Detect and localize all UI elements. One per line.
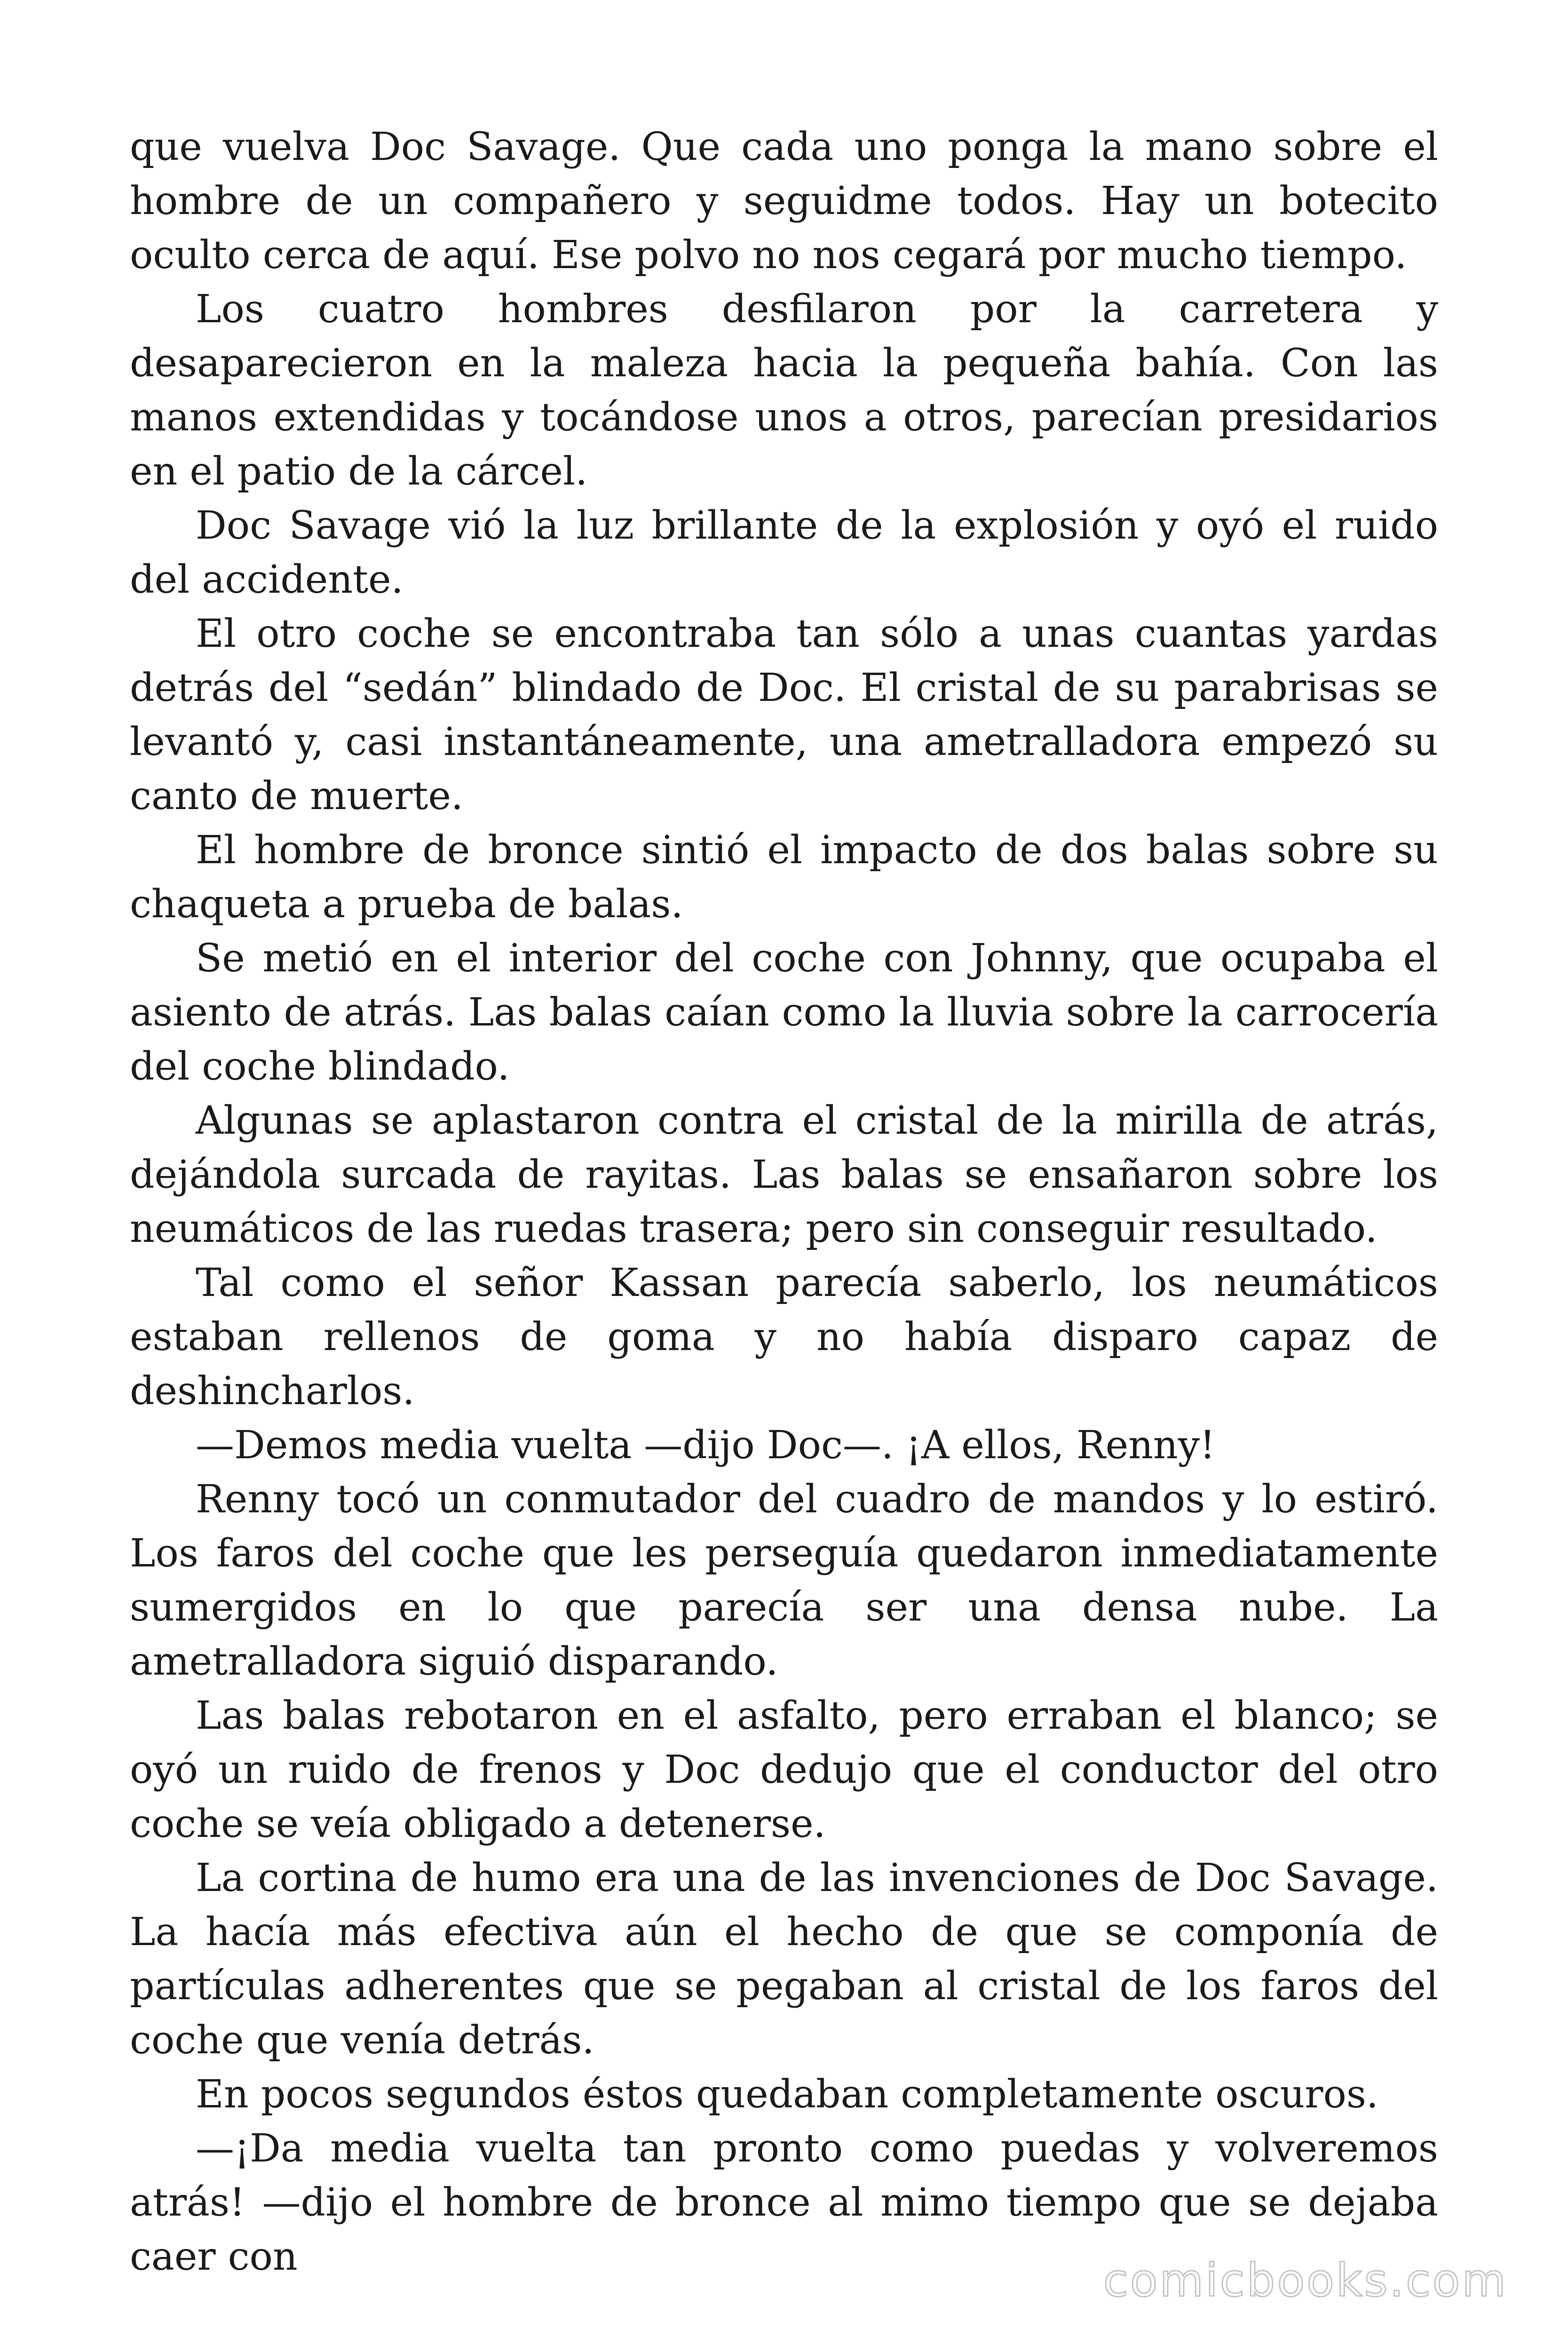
paragraph: —Demos media vuelta —dijo Doc—. ¡A ellos, Renny! [196,1423,1215,1468]
paragraph: Las balas rebotaron en el asfalto, pero erraban el blanco; se oyó un ruido de frenos y Doc dedujo que el conductor del otro coche se veía obligado a detenerse. [130,1693,1438,1846]
body-text [130,120,1438,2284]
paragraph: El otro coche se encontraba tan sólo a unas cuantas yardas detrás del “sedán” blindado de Doc. El cristal de su parabrisas se levantó y, casi instantáneamente, una ametralladora empezó su canto de muerte. [130,612,1438,818]
paragraph: —¡Da media vuelta tan pronto como puedas y volveremos atrás! —dijo el hombre de bronce al mimo tiempo que se dejaba caer con [130,2126,1438,2279]
paragraph: Tal como el señor Kassan parecía saberlo, los neumáticos estaban rellenos de goma y no había disparo capaz de deshincharlos. [130,1261,1438,1414]
paragraph: Algunas se aplastaron contra el cristal de la mirilla de atrás, dejándola surcada de rayitas. Las balas se ensañaron sobre los neumáticos de las ruedas trasera; pero sin conseguir resultado. [130,1098,1438,1251]
paragraph: Renny tocó un conmutador del cuadro de mandos y lo estiró. Los faros del coche que les perseguía quedaron inmediatamente sumergidos en lo que parecía ser una densa nube. La ametralladora siguió disparando. [130,1477,1438,1684]
paragraph: El hombre de bronce sintió el impacto de dos balas sobre su chaqueta a prueba de balas. [130,828,1438,927]
paragraph: Los cuatro hombres desfilaron por la carretera y desaparecieron en la maleza hacia la pequeña bahía. Con las manos extendidas y tocándose unos a otros, parecían presidarios en el patio de la cárcel. [130,287,1438,494]
paragraph: que vuelva Doc Savage. Que cada uno ponga la mano sobre el hombre de un compañero y seguidme todos. Hay un botecito oculto cerca de aquí. Ese polvo no nos cegará por mucho tiempo. [130,125,1438,278]
watermark: comicbooks.com [1103,2254,1508,2307]
paragraph: La cortina de humo era una de las invenciones de Doc Savage. La hacía más efectiva aún el hecho de que se componía de partículas adherentes que se pegaban al cristal de los faros del coche que venía detrás. [130,1856,1438,2063]
paragraph: Doc Savage vió la luz brillante de la explosión y oyó el ruido del accidente. [130,503,1438,602]
paragraph: Se metió en el interior del coche con Johnny, que ocupaba el asiento de atrás. Las balas caían como la lluvia sobre la carrocería del coche blindado. [130,936,1438,1089]
paragraph: En pocos segundos éstos quedaban completamente oscuros. [196,2072,1378,2117]
